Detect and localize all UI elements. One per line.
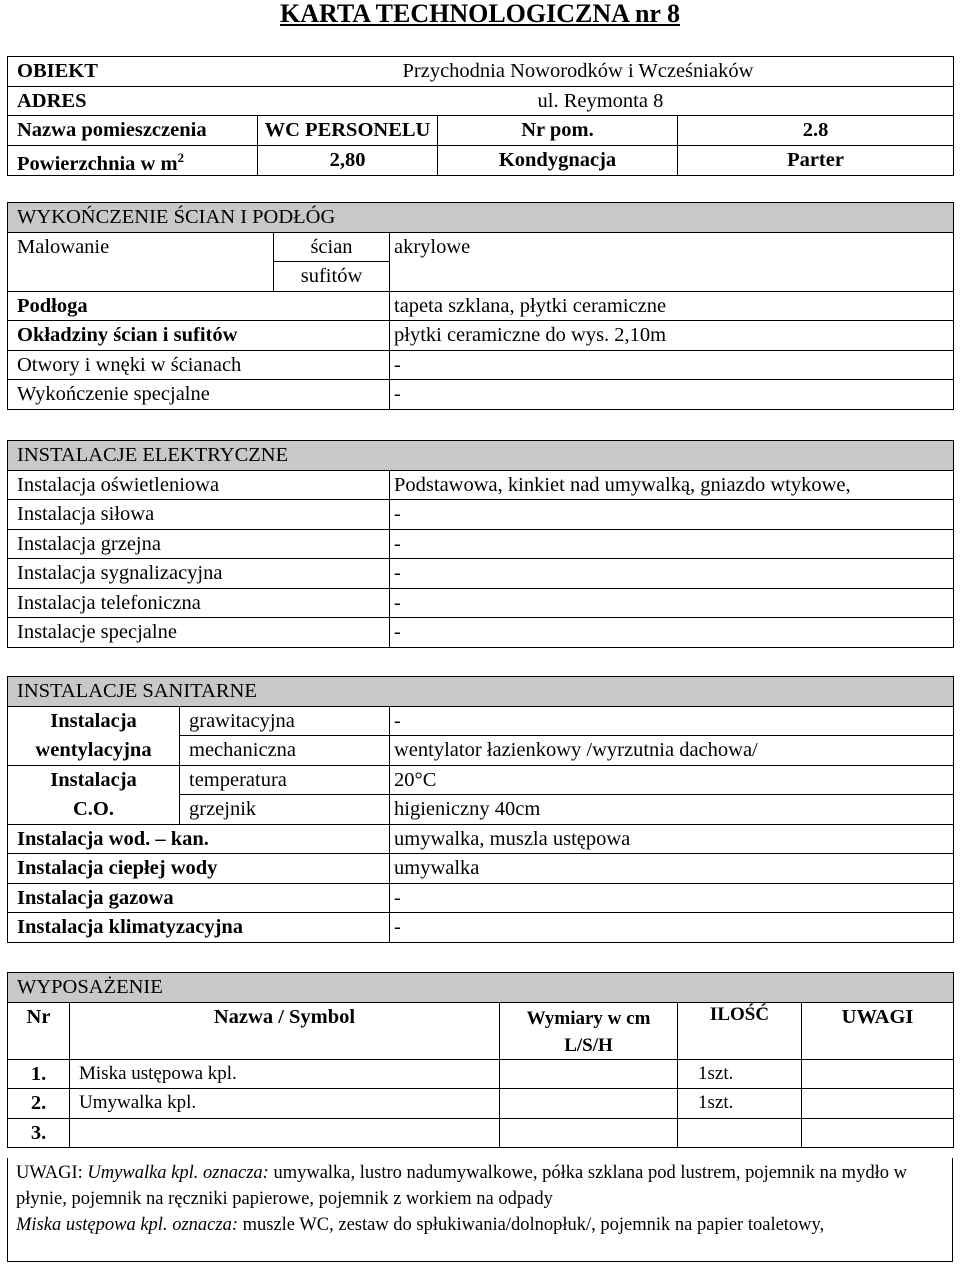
heating-radiator-label: grzejnik <box>180 795 390 825</box>
equipment-nr: 2. <box>8 1089 70 1119</box>
equipment-dims <box>500 1118 678 1148</box>
adres-value: ul. Reymonta 8 <box>258 86 954 116</box>
equipment-table <box>7 972 954 1148</box>
equipment-notes <box>802 1089 954 1119</box>
equipment-dims <box>500 1059 678 1089</box>
painting-value-empty <box>390 262 954 292</box>
obiekt-label: OBIEKT <box>8 57 258 87</box>
electrical-row-label: Instalacja telefoniczna <box>8 588 390 618</box>
sanitary-row-value: - <box>390 883 954 913</box>
notes-item1-means: oznacza: <box>203 1163 269 1183</box>
walls-floors-table <box>7 202 954 410</box>
painting-ceiling: sufitów <box>274 262 390 292</box>
info-table <box>7 56 954 176</box>
notes-box <box>7 1158 953 1262</box>
document-title: KARTA TECHNOLOGICZNA nr 8 <box>279 0 680 28</box>
heating-temperature-value: 20°C <box>390 765 954 795</box>
equipment-notes <box>802 1059 954 1089</box>
room-no-value: 2.8 <box>678 116 954 146</box>
col-name-header: Nazwa / Symbol <box>70 1002 500 1059</box>
equipment-notes <box>802 1118 954 1148</box>
sanitary-heading: INSTALACJE SANITARNE <box>8 677 954 707</box>
col-dims-header-line2: L/S/H <box>564 1034 613 1056</box>
notes-paragraph-1 <box>16 1160 944 1212</box>
area-label-superscript: 2 <box>177 149 185 165</box>
equipment-name: Miska ustępowa kpl. <box>70 1059 500 1089</box>
floor-label: Kondygnacja <box>438 145 678 176</box>
painting-label: Malowanie <box>8 232 274 262</box>
adres-label: ADRES <box>8 86 258 116</box>
notes-item1-text: umywalka, lustro nadumywalkowe, półka szklana pod lustrem, pojemnik na mydło w płynie, pojemnik na ręczniki papierowe, pojemnik z workiem na odpady <box>16 1163 907 1209</box>
notes-item2-text: muszle WC, zestaw do spłukiwania/dolnopłuk/, pojemnik na papier toaletowy, <box>242 1215 825 1235</box>
col-qty-header: ILOŚĆ <box>678 1002 802 1059</box>
openings-label: Otwory i wnęki w ścianach <box>8 350 390 380</box>
room-name-label: Nazwa pomieszczenia <box>8 116 258 146</box>
electrical-row-value: - <box>390 588 954 618</box>
floor-label-cell: Podłoga <box>8 291 390 321</box>
equipment-qty: 1szt. <box>678 1059 802 1089</box>
ventilation-label-2: wentylacyjna <box>8 736 180 766</box>
obiekt-value: Przychodnia Noworodków i Wcześniaków <box>258 57 954 87</box>
electrical-row-label: Instalacja grzejna <box>8 529 390 559</box>
notes-item1-name: Umywalka kpl. <box>87 1163 199 1183</box>
equipment-nr: 3. <box>8 1118 70 1148</box>
sanitary-row-label: Instalacja wod. – kan. <box>8 824 390 854</box>
electrical-row-label: Instalacja siłowa <box>8 500 390 530</box>
area-label <box>8 145 258 176</box>
notes-paragraph-2 <box>16 1212 944 1238</box>
painting-value: akrylowe <box>390 232 954 262</box>
electrical-row-value: - <box>390 559 954 589</box>
notes-label: UWAGI: <box>16 1163 83 1183</box>
sanitary-row-label: Instalacja gazowa <box>8 883 390 913</box>
floor-finish-value: tapeta szklana, płytki ceramiczne <box>390 291 954 321</box>
walls-floors-heading: WYKOŃCZENIE ŚCIAN I PODŁÓG <box>8 203 954 233</box>
heating-radiator-value: higieniczny 40cm <box>390 795 954 825</box>
area-label-text: Powierzchnia w m <box>17 152 178 175</box>
heating-label-2: C.O. <box>8 795 180 825</box>
sanitary-row-label: Instalacja klimatyzacyjna <box>8 913 390 943</box>
cladding-label: Okładziny ścian i sufitów <box>8 321 390 351</box>
painting-empty <box>8 262 274 292</box>
sanitary-row-value: umywalka <box>390 854 954 884</box>
painting-walls: ścian <box>274 232 390 262</box>
special-finish-label: Wykończenie specjalne <box>8 380 390 410</box>
sanitary-table <box>7 676 954 943</box>
vent-gravity-label: grawitacyjna <box>180 706 390 736</box>
sanitary-row-value: - <box>390 913 954 943</box>
electrical-row-value: - <box>390 500 954 530</box>
room-no-label: Nr pom. <box>438 116 678 146</box>
col-notes-header: UWAGI <box>802 1002 954 1059</box>
floor-value: Parter <box>678 145 954 176</box>
electrical-row-label: Instalacja sygnalizacyjna <box>8 559 390 589</box>
sanitary-row-value: umywalka, muszla ustępowa <box>390 824 954 854</box>
equipment-nr: 1. <box>8 1059 70 1089</box>
equipment-heading: WYPOSAŻENIE <box>8 973 954 1003</box>
col-dims-header-line1: Wymiary w cm <box>526 1007 651 1029</box>
ventilation-label: Instalacja <box>8 706 180 736</box>
electrical-table <box>7 440 954 648</box>
col-dims-header <box>500 1002 678 1059</box>
electrical-row-label: Instalacja oświetleniowa <box>8 470 390 500</box>
equipment-name <box>70 1118 500 1148</box>
notes-item2-name: Miska ustępowa kpl. <box>16 1215 168 1235</box>
equipment-name: Umywalka kpl. <box>70 1089 500 1119</box>
col-nr-header: Nr <box>8 1002 70 1059</box>
electrical-row-value: Podstawowa, kinkiet nad umywalką, gniazdo wtykowe, <box>390 470 954 500</box>
electrical-row-value: - <box>390 618 954 648</box>
electrical-heading: INSTALACJE ELEKTRYCZNE <box>8 441 954 471</box>
sanitary-row-label: Instalacja ciepłej wody <box>8 854 390 884</box>
area-value: 2,80 <box>258 145 438 176</box>
equipment-qty: 1szt. <box>678 1089 802 1119</box>
equipment-qty <box>678 1118 802 1148</box>
heating-label: Instalacja <box>8 765 180 795</box>
electrical-row-label: Instalacje specjalne <box>8 618 390 648</box>
cladding-value: płytki ceramiczne do wys. 2,10m <box>390 321 954 351</box>
special-finish-value: - <box>390 380 954 410</box>
electrical-row-value: - <box>390 529 954 559</box>
notes-item2-means: oznacza: <box>172 1215 238 1235</box>
vent-mechanical-label: mechaniczna <box>180 736 390 766</box>
heating-temperature-label: temperatura <box>180 765 390 795</box>
room-name-value: WC PERSONELU <box>258 116 438 146</box>
vent-mechanical-value: wentylator łazienkowy /wyrzutnia dachowa/ <box>390 736 954 766</box>
vent-gravity-value: - <box>390 706 954 736</box>
equipment-dims <box>500 1089 678 1119</box>
openings-value: - <box>390 350 954 380</box>
